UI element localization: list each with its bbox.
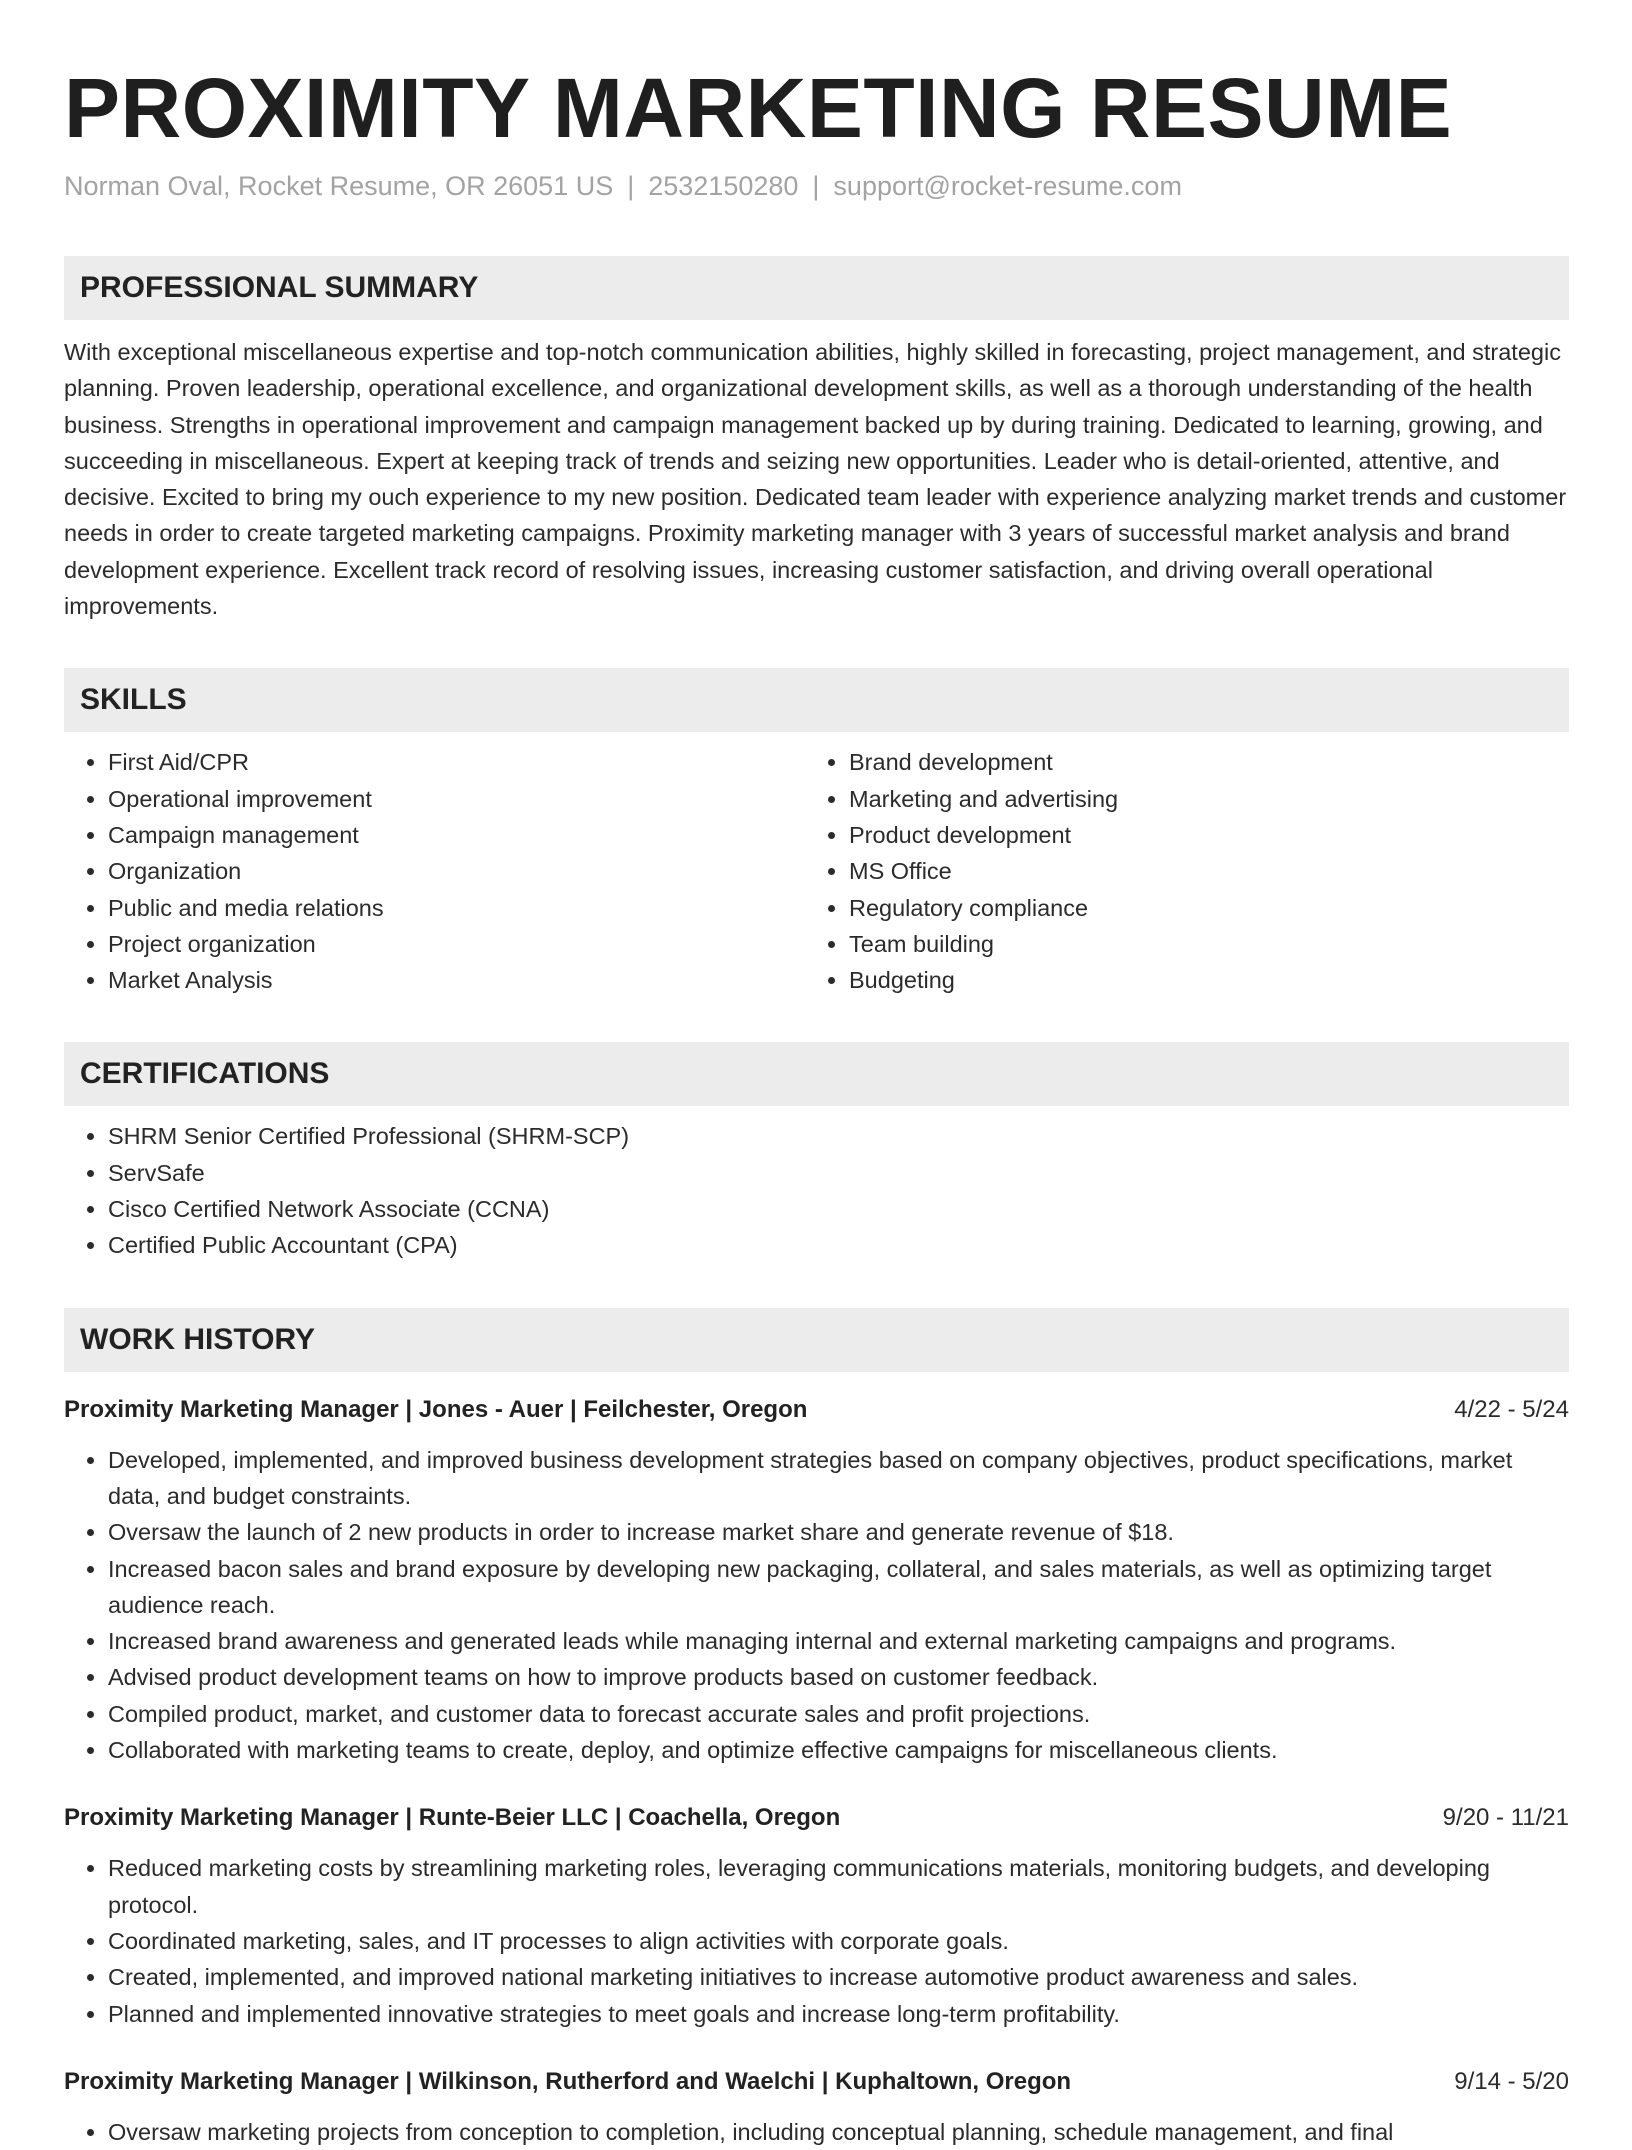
job-bullets (64, 1850, 1569, 2031)
list-item: • Advised product development teams on how to improve products based on customer feedback. (108, 1659, 1569, 1695)
resume-page (64, 0, 1569, 2150)
list-item: • SHRM Senior Certified Professional (SHRM-SCP) (108, 1118, 1569, 1154)
job-title: Proximity Marketing Manager | Wilkinson, Rutherford and Waelchi | Kuphaltown, Oregon (64, 2067, 1072, 2095)
resume-title: PROXIMITY MARKETING RESUME (64, 61, 1453, 155)
section-header-skills: SKILLS (64, 668, 1569, 732)
skills-list-left (64, 744, 805, 998)
job-header (64, 1392, 1569, 1428)
list-item: • Brand development (849, 744, 1546, 780)
contact-separator: | (812, 171, 820, 201)
contact-phone: 2532150280 (648, 171, 799, 201)
job-header (64, 2064, 1569, 2100)
list-item: • Collaborated with marketing teams to create, deploy, and optimize effective campaigns for miscellaneous clients. (108, 1732, 1569, 1768)
list-item: • Regulatory compliance (849, 890, 1546, 926)
list-item: • Oversaw marketing projects from conception to completion, including conceptual planning, schedule management, and final (108, 2114, 1569, 2150)
job-dates: 4/22 - 5/24 (1454, 1395, 1569, 1423)
list-item: • Developed, implemented, and improved business development strategies based on company objectives, product specifications, market data, and budget constraints. (108, 1442, 1569, 1515)
list-item: • Cisco Certified Network Associate (CCNA) (108, 1191, 1569, 1227)
list-item: • Organization (108, 853, 805, 889)
list-item: • Oversaw the launch of 2 new products in order to increase market share and generate revenue of $18. (108, 1514, 1569, 1550)
job-dates: 9/20 - 11/21 (1442, 1804, 1569, 1832)
contact-separator: | (627, 171, 635, 201)
list-item: • Increased brand awareness and generated leads while managing internal and external marketing campaigns and programs. (108, 1623, 1569, 1659)
list-item: • Public and media relations (108, 890, 805, 926)
job-header (64, 1800, 1569, 1836)
job-dates: 9/14 - 5/20 (1454, 2067, 1569, 2095)
list-item: • Created, implemented, and improved national marketing initiatives to increase automotive product awareness and sales. (108, 1959, 1569, 1995)
job-entry (64, 1392, 1569, 1769)
job-entry (64, 1800, 1569, 2031)
list-item: • Project organization (108, 926, 805, 962)
list-item: • Product development (849, 817, 1546, 853)
list-item: • MS Office (849, 853, 1546, 889)
list-item: • ServSafe (108, 1155, 1569, 1191)
job-bullets (64, 1442, 1569, 1769)
certifications-list (64, 1118, 1569, 1263)
section-header-work-history: WORK HISTORY (64, 1308, 1569, 1372)
job-bullets (64, 2114, 1569, 2150)
summary-text: With exceptional miscellaneous expertise and top-notch communication abilities, highly skilled in forecasting, project management, and strategic planning. Proven leadership, operational excellence, and organizational development skills, as well as a thorough understanding of the health business. Strengths in operational improvement and campaign management backed up by during training. Dedicated to learning, growing, and succeeding in miscellaneous. Expert at keeping track of trends and seizing new opportunities. Leader who is detail-oriented, attentive, and decisive. Excited to bring my ouch experience to my new position. Dedicated team leader with experience analyzing market trends and customer needs in order to create targeted marketing campaigns. Proximity marketing manager with 3 years of successful market analysis and brand development experience. Excellent track record of resolving issues, increasing customer satisfaction, and driving overall operational improvements. (64, 339, 1567, 620)
list-item: • Compiled product, market, and customer data to forecast accurate sales and profit projections. (108, 1696, 1569, 1732)
contact-email: support@rocket-resume.com (833, 171, 1182, 201)
skills-grid (64, 744, 1569, 998)
job-entry (64, 2064, 1569, 2150)
contact-address: Norman Oval, Rocket Resume, OR 26051 US (64, 171, 614, 201)
job-title: Proximity Marketing Manager | Jones - Auer | Feilchester, Oregon (64, 1395, 808, 1423)
list-item: • Team building (849, 926, 1546, 962)
list-item: • First Aid/CPR (108, 744, 805, 780)
list-item: • Reduced marketing costs by streamlining marketing roles, leveraging communications materials, monitoring budgets, and developing protocol. (108, 1850, 1569, 1923)
list-item: • Budgeting (849, 962, 1546, 998)
list-item: • Planned and implemented innovative strategies to meet goals and increase long-term profitability. (108, 1996, 1569, 2032)
skills-list-right (805, 744, 1546, 998)
list-item: • Market Analysis (108, 962, 805, 998)
contact-line (64, 168, 1569, 204)
list-item: • Campaign management (108, 817, 805, 853)
section-header-certifications: CERTIFICATIONS (64, 1042, 1569, 1106)
section-header-summary: PROFESSIONAL SUMMARY (64, 256, 1569, 320)
list-item: • Operational improvement (108, 781, 805, 817)
list-item: • Marketing and advertising (849, 781, 1546, 817)
list-item: • Increased bacon sales and brand exposure by developing new packaging, collateral, and sales materials, as well as optimizing target audience reach. (108, 1551, 1569, 1624)
list-item: • Coordinated marketing, sales, and IT processes to align activities with corporate goals. (108, 1923, 1569, 1959)
list-item: • Certified Public Accountant (CPA) (108, 1227, 1569, 1263)
job-title: Proximity Marketing Manager | Runte-Beier LLC | Coachella, Oregon (64, 1804, 841, 1832)
